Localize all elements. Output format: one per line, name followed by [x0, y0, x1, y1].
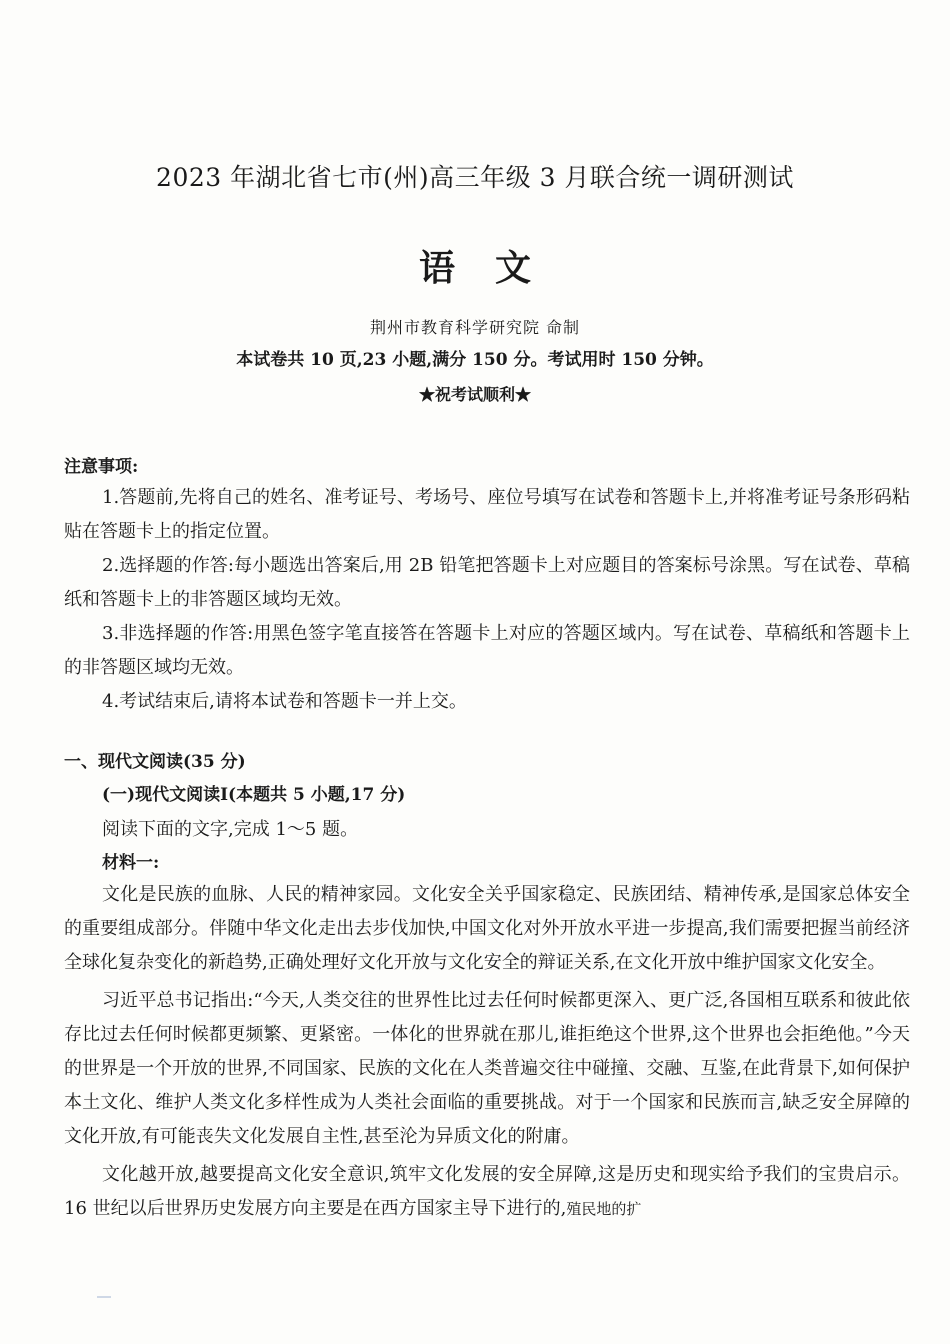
notice-item-2: 2.选择题的作答:每小题选出答案后,用 2B 铅笔把答题卡上对应题目的答案标号涂黑。写在试卷、草稿纸和答题卡上的非答题区域均无效。: [64, 555, 910, 610]
margin-mark: [97, 1296, 111, 1298]
sub-section-heading: (一)现代文阅读Ⅰ(本题共 5 小题,17 分): [102, 785, 406, 805]
notice-item-4: 4.考试结束后,请将本试卷和答题卡一并上交。: [102, 691, 467, 712]
paragraph-3-tail: 殖民地的扩: [566, 1202, 642, 1218]
paragraph-2: 习近平总书记指出:“今天,人类交往的世界性比过去任何时候都更深入、更广泛,各国相互联系和彼此依存比过去任何时候都更频繁、更紧密。一体化的世界就在那儿,谁拒绝这个世界,这个世界也会拒绝他。”今天的世界是一个开放的世界,不同国家、民族的文化在人类普遍交往中碰撞、交融、互鉴,在此背景下,如何保护本土文化、维护人类文化多样性成为人类社会面临的重要挑战。对于一个国家和民族而言,缺乏安全屏障的文化开放,有可能丧失文化发展自主性,甚至沦为异质文化的附庸。: [64, 990, 910, 1147]
notice-item-3: 3.非选择题的作答:用黑色签字笔直接答在答题卡上对应的答题区域内。写在试卷、草稿纸和答题卡上的非答题区域均无效。: [64, 623, 910, 678]
reading-instruction: 阅读下面的文字,完成 1～5 题。: [102, 819, 359, 840]
notice-list: [64, 481, 910, 719]
exam-title: 2023 年湖北省七市(州)高三年级 3 月联合统一调研测试: [156, 163, 794, 192]
good-luck-wish: ★祝考试顺利★: [418, 385, 531, 404]
notice-item-1: 1.答题前,先将自己的姓名、准考证号、考场号、座位号填写在试卷和答题卡上,并将准考证号条形码粘贴在答题卡上的指定位置。: [64, 487, 910, 542]
section-heading: 一、现代文阅读(35 分): [64, 752, 246, 772]
subject-title: 语文: [418, 247, 571, 289]
paragraph-3: [64, 1158, 910, 1227]
producer-line: 荆州市教育科学研究院 命制: [369, 318, 581, 337]
material-label: 材料一:: [102, 853, 160, 873]
paragraph-3-text: 文化越开放,越要提高文化安全意识,筑牢文化发展的安全屏障,这是历史和现实给予我们的宝贵启示。16 世纪以后世界历史发展方向主要是在西方国家主导下进行的,: [64, 1164, 910, 1219]
paragraph-1: 文化是民族的血脉、人民的精神家园。文化安全关乎国家稳定、民族团结、精神传承,是国家总体安全的重要组成部分。伴随中华文化走出去步伐加快,中国文化对外开放水平进一步提高,我们需要把握当前经济全球化复杂变化的新趋势,正确处理好文化开放与文化安全的辩证关系,在文化开放中维护国家文化安全。: [64, 884, 910, 973]
material-text: [64, 878, 910, 1227]
notice-heading: 注意事项:: [64, 457, 139, 477]
exam-info: 本试卷共 10 页,23 小题,满分 150 分。考试用时 150 分钟。: [236, 350, 714, 370]
